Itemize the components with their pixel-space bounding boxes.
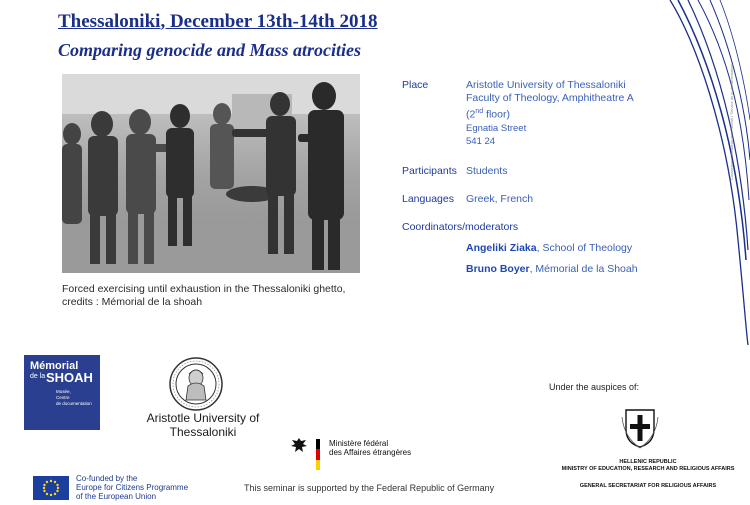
coordinator-1	[466, 242, 632, 255]
hellenic-line-2: MINISTRY OF EDUCATION, RESEARCH AND RELIGIOUS AFFAIRS	[561, 466, 735, 472]
coordinator-1-org: , School of Theology	[536, 242, 633, 254]
place-line-1: Aristotle University of Thessaloniki	[466, 79, 626, 91]
place-line-3	[466, 105, 634, 122]
eu-line-2: Europe for Citizens Programme	[76, 483, 189, 492]
place-line-5: 541 24	[466, 135, 496, 147]
place-value	[466, 79, 634, 148]
participants-value: Students	[466, 165, 508, 177]
memorial-logo-line-2: de la	[30, 373, 46, 380]
participants-label: Participants	[402, 165, 457, 177]
vertical-credit: Couverture : Mémorial de la Shoah / Service de la documentation	[729, 64, 734, 180]
historical-photo	[62, 74, 360, 273]
memorial-logo-line-5: Centre	[56, 395, 70, 400]
photo-caption	[62, 283, 362, 309]
page-subtitle: Comparing genocide and Mass atrocities	[58, 40, 362, 60]
coordinator-2-name: Bruno Boyer	[466, 263, 530, 275]
coordinator-2-org: , Mémorial de la Shoah	[529, 263, 638, 275]
memorial-logo-line-6: de documentation	[56, 401, 92, 406]
aristotle-university-seal-icon	[168, 356, 224, 412]
german-foreign-office-name	[329, 439, 411, 457]
place-line-2: Faculty of Theology, Amphitheatre A	[466, 92, 634, 104]
coordinator-2	[466, 263, 638, 276]
eu-line-3: of the European Union	[76, 492, 157, 501]
german-office-line-1: Ministère fédéral	[329, 439, 389, 448]
support-statement: This seminar is supported by the Federal Republic of Germany	[244, 483, 495, 493]
german-eagle-icon	[289, 437, 309, 455]
eu-line-1: Co-funded by the	[76, 474, 138, 483]
caption-line-2: credits : Mémorial de la shoah	[62, 296, 203, 308]
coordinators-label: Coordinators/moderators	[402, 221, 519, 233]
place-line-3-pre: (2	[466, 108, 476, 121]
hellenic-line-1: HELLENIC REPUBLIC	[619, 459, 677, 465]
eu-flag-icon	[33, 476, 69, 500]
place-line-3-sup: nd	[475, 108, 484, 115]
languages-label: Languages	[402, 193, 454, 205]
memorial-logo-line-4: Musée,	[56, 389, 71, 394]
title-date: , December 13th-14th 2018	[160, 11, 378, 32]
place-line-4: Egnatia Street	[466, 122, 527, 134]
memorial-logo-line-3: SHOAH	[46, 370, 93, 385]
greek-coat-of-arms-icon	[621, 407, 659, 449]
place-label: Place	[402, 79, 429, 91]
languages-value: Greek, French	[466, 193, 534, 205]
place-line-3-post: floor)	[483, 108, 510, 121]
hellenic-republic-text	[553, 459, 743, 490]
title-place: Thessaloniki	[58, 11, 161, 32]
caption-line-1: Forced exercising until exhaustion in the Thessaloniki ghetto,	[62, 283, 346, 295]
aristotle-university-name	[138, 411, 268, 439]
memorial-shoah-logo	[24, 355, 100, 430]
auspices-text: Under the auspices of:	[549, 382, 640, 392]
german-office-line-2: des Affaires étrangères	[329, 448, 412, 457]
aristotle-name-line-2: Thessaloniki	[169, 425, 237, 439]
coordinator-1-name: Angeliki Ziaka	[466, 242, 537, 254]
page-title	[58, 11, 378, 33]
eu-cofunded-text	[76, 474, 188, 501]
aristotle-name-line-1: Aristotle University of	[146, 411, 260, 425]
memorial-logo-line-1: Mémorial	[30, 360, 79, 372]
german-flag-bar	[316, 439, 320, 470]
hellenic-line-3: GENERAL SECRETARIAT FOR RELIGIOUS AFFAIRS	[579, 483, 717, 489]
